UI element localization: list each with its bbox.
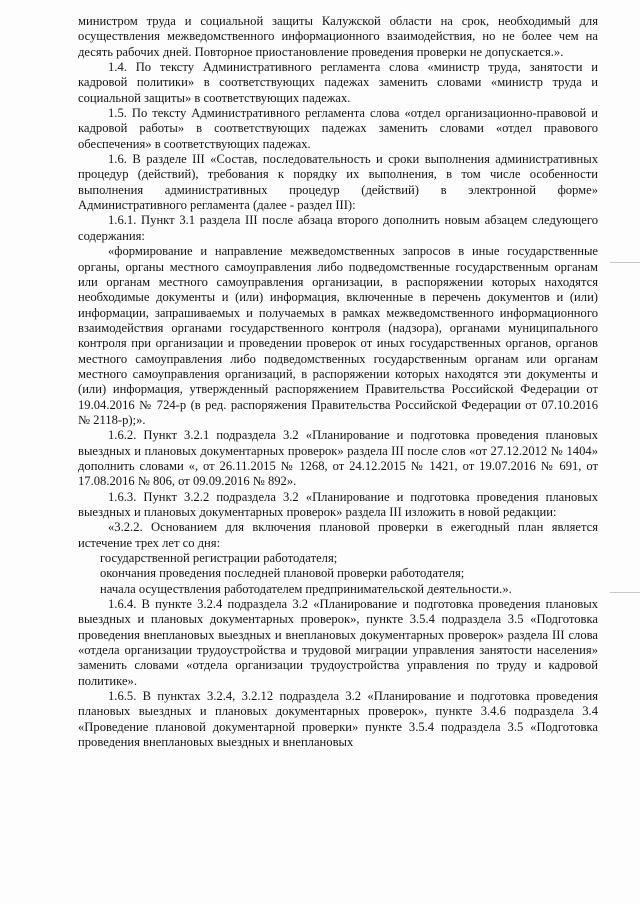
list-item-last-inspection: окончания проведения последней плановой проверки работодателя; — [100, 566, 465, 581]
paragraph-1-6-5: 1.6.5. В пунктах 3.2.4, 3.2.12 подраздела 3.2 «Планирование и подготовка проведения плановых выездных и плановых документарных проверок», пункте 3.4.6 подраздела 3.4 «Проведение плановой документарной проверки» пункте 3.5.4 подраздела 3.5 «Подготовка проведения внеплановых выездных и внеплановых — [78, 689, 598, 750]
scan-edge-mark — [610, 592, 640, 593]
paragraph-1-6-1: 1.6.1. Пункт 3.1 раздела III после абзаца второго дополнить новым абзацем следующего содержания: — [78, 213, 598, 243]
paragraph-1-4: 1.4. По тексту Административного регламента слова «министр труда, занятости и кадровой политики» в соответствующих падежах заменить словами «министр труда и социальной защиты» в соответствующих падежах. — [78, 60, 598, 105]
paragraph-1-6-2: 1.6.2. Пункт 3.2.1 подраздела 3.2 «Планирование и подготовка проведения плановых выездных и плановых документарных проверок» раздела III после слов «от 27.12.2012 № 1404» дополнить словами «, от 26.11.2015 № 1268, от 24.12.2015 № 1421, от 19.07.2016 № 691, от 17.08.2016 № 806, от 09.09.2016 № 892». — [78, 428, 598, 489]
paragraph-quote-interagency-requests: «формирование и направление межведомственных запросов в иные государственные органы, органы местного самоуправления либо подведомственные государственным органам или органам местного самоуправления организации, в распоряжении которых находятся необходимые документы и (или) информация, включенные в перечень документов и (или) информации, запрашиваемых и получаемых в рамках межведомственного информационного взаимодействия органами государственного контроля (надзора), органами муниципального контроля при организации и проведении проверок от иных государственных органов, органов местного самоуправления либо подведомственных государственным органам или органам местного самоуправления организаций, в распоряжении которых находятся эти документы и (или) информация, утвержденный распоряжением Правительства Российской Федерации от 19.04.2016 № 724-р (в ред. распоряжения Правительства Российской Федерации от 07.10.2016 № 2118-р);». — [78, 244, 598, 427]
document-body — [78, 14, 598, 751]
paragraph-1-5: 1.5. По тексту Административного регламента слова «отдел организационно-правовой и кадровой работы» в соответствующих падежах заменить словами «отдел правового обеспечения» в соответствующих падежах. — [78, 106, 598, 151]
paragraph-1-6-4: 1.6.4. В пункте 3.2.4 подраздела 3.2 «Планирование и подготовка проведения плановых выездных и плановых документарных проверок», пункте 3.5.4 подраздела 3.5 «Подготовка проведения внеплановых выездных и внеплановых документарных проверок» раздела III слова «отдела организации трудоустройства и трудовой миграции управления занятости населения» заменить словами «отдела организации трудоустройства управления по труду и кадровой политике». — [78, 597, 598, 688]
list-item-registration: государственной регистрации работодателя; — [100, 551, 338, 566]
list-item-business-start: начала осуществления работодателем предпринимательской деятельности.». — [100, 581, 512, 596]
paragraph-1-6: 1.6. В разделе III «Состав, последовательность и сроки выполнения административных процедур (действий), требования к порядку их выполнения, в том числе особенности выполнения административных процедур (действий) в электронной форме» Административного регламента (далее - раздел III): — [78, 152, 598, 213]
paragraph-continuation: министром труда и социальной защиты Калужской области на срок, необходимый для осуществления межведомственного информационного взаимодействия, но не более чем на десять рабочих дней. Повторное приостановление проведения проверки не допускается.». — [78, 14, 598, 59]
paragraph-1-6-3: 1.6.3. Пункт 3.2.2 подраздела 3.2 «Планирование и подготовка проведения плановых выездных и плановых документарных проверок» раздела III изложить в новой редакции: — [78, 489, 598, 519]
paragraph-quote-3-2-2: «3.2.2. Основанием для включения плановой проверки в ежегодный план является истечение трех лет со дня: — [78, 520, 598, 550]
scan-edge-mark — [610, 262, 640, 263]
